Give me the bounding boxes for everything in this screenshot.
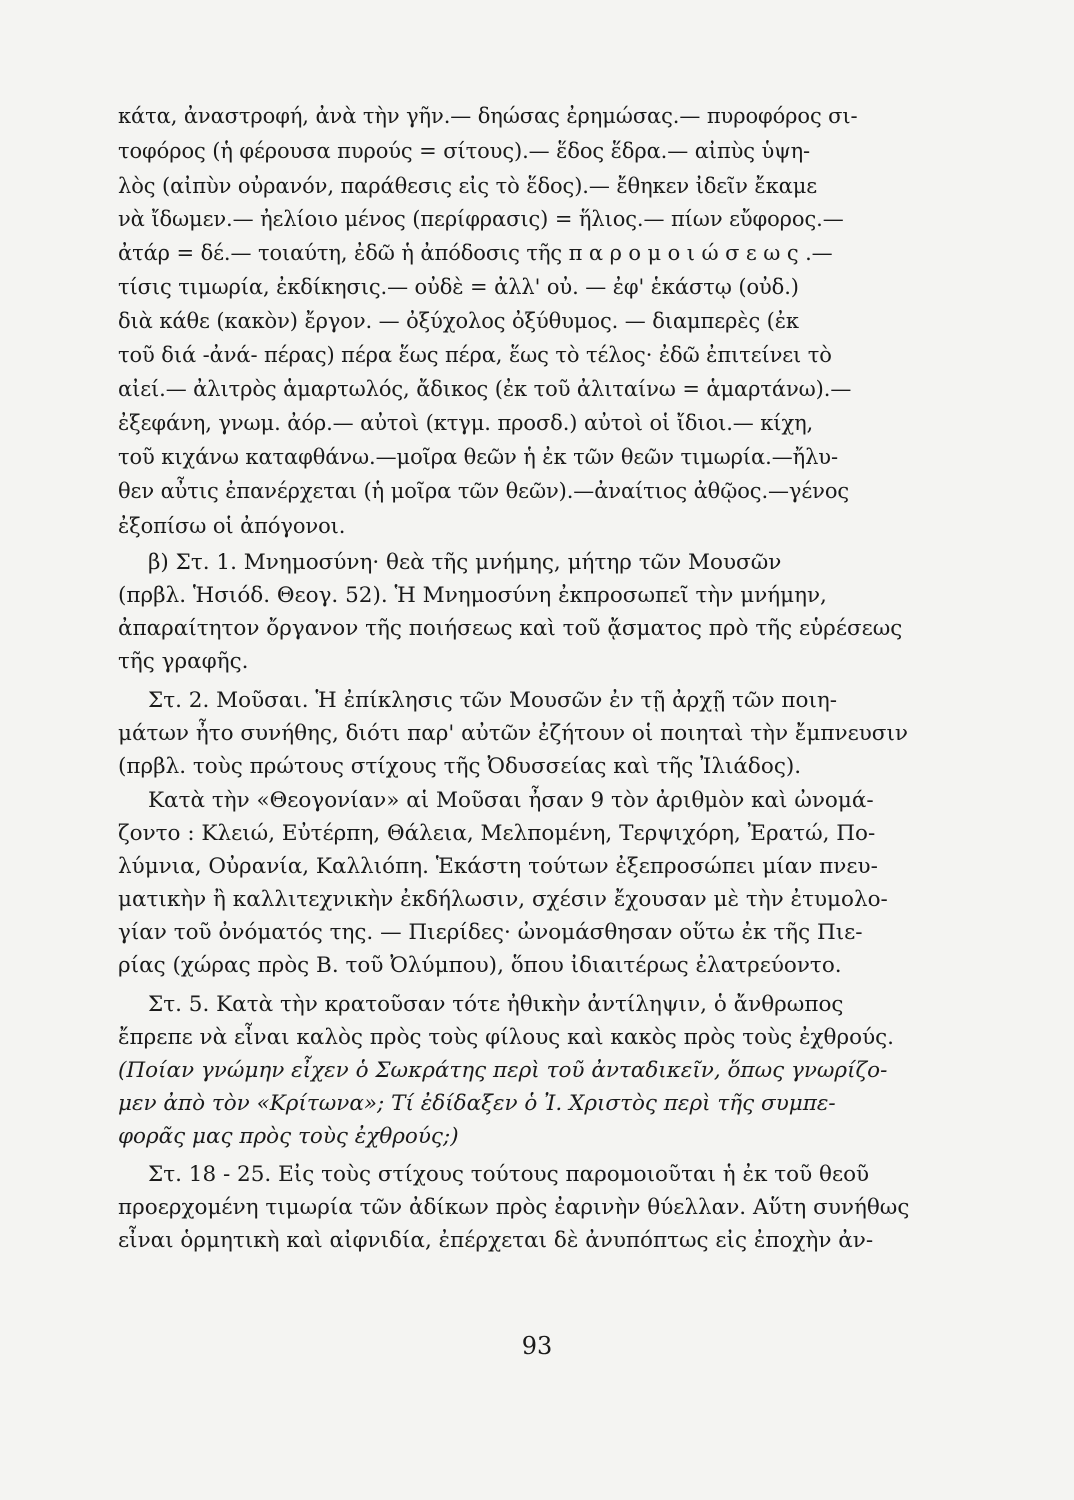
note-st18-line-1: Στ. 18 - 25. Εἰς τοὺς στίχους τούτους παρομοιοῦται ἡ ἐκ τοῦ θεοῦ: [148, 1162, 870, 1187]
note-st2-line-5: ζοντο : Κλειώ, Εὐτέρπη, Θάλεια, Μελπομένη, Τερψιχόρη, Ἐρατώ, Πο-: [118, 821, 876, 846]
note-st2-line-8: γίαν τοῦ ὀνόματός της. — Πιερίδες· ὠνομάσθησαν οὕτω ἐκ τῆς Πιε-: [118, 920, 863, 945]
note-st2-line-3: (πρβλ. τοὺς πρώτους στίχους τῆς Ὀδυσσείας καὶ τῆς Ἰλιάδος).: [118, 754, 802, 779]
gloss-line-9: αἰεί.— ἀλιτρὸς ἁμαρτωλός, ἄδικος (ἐκ τοῦ ἀλιταίνω = ἁμαρτάνω).—: [118, 377, 852, 401]
gloss-line-8: τοῦ διά -ἀνά- πέρας) πέρα ἕως πέρα, ἕως τὸ τέλος· ἐδῶ ἐπιτείνει τὸ: [118, 343, 832, 367]
note-st2-line-2: μάτων ἦτο συνήθης, διότι παρ' αὐτῶν ἐζήτουν οἱ ποιηταὶ τὴν ἔμπνευσιν: [118, 721, 908, 746]
note-st2-line-1: Στ. 2. Μοῦσαι. Ἡ ἐπίκλησις τῶν Μουσῶν ἐν τῇ ἀρχῇ τῶν ποιη-: [148, 688, 838, 713]
note-st5-line-2: ἔπρεπε νὰ εἶναι καλὸς πρὸς τοὺς φίλους καὶ κακὸς πρὸς τοὺς ἐχθρούς.: [118, 1025, 895, 1050]
note-st2-line-6: λύμνια, Οὐρανία, Καλλιόπη. Ἑκάστη τούτων ἐξεπροσώπει μίαν πνευ-: [118, 854, 878, 879]
note-b-line-1: β) Στ. 1. Μνημοσύνη· θεὰ τῆς μνήμης, μήτηρ τῶν Μουσῶν: [148, 550, 782, 575]
gloss-line-3: λὸς (αἰπὺν οὐρανόν, παράθεσις εἰς τὸ ἕδος).— ἔθηκεν ἰδεῖν ἔκαμε: [118, 174, 818, 198]
note-st5-line-3: (Ποίαν γνώμην εἶχεν ὁ Σωκράτης περὶ τοῦ ἀνταδικεῖν, ὅπως γνωρίζο-: [118, 1058, 888, 1083]
gloss-line-11: τοῦ κιχάνω καταφθάνω.—μοῖρα θεῶν ἡ ἐκ τῶν θεῶν τιμωρία.—ἤλυ-: [118, 445, 838, 469]
gloss-line-10: ἐξεφάνη, γνωμ. ἀόρ.— αὐτοὶ (κτγμ. προσδ.) αὐτοὶ οἱ ἴδιοι.— κίχη,: [118, 411, 814, 435]
gloss-line-12: θεν αὖτις ἐπανέρχεται (ἡ μοῖρα τῶν θεῶν).—ἀναίτιος ἀθῷος.—γένος: [118, 479, 850, 503]
note-st5-line-1: Στ. 5. Κατὰ τὴν κρατοῦσαν τότε ἠθικὴν ἀντίληψιν, ὁ ἄνθρωπος: [148, 992, 844, 1017]
note-b-line-3: ἀπαραίτητον ὄργανον τῆς ποιήσεως καὶ τοῦ ᾄσματος πρὸ τῆς εὑρέσεως: [118, 616, 903, 641]
note-st5-line-4: μεν ἀπὸ τὸν «Κρίτωνα»; Τί ἐδίδαξεν ὁ Ἰ. Χριστὸς περὶ τῆς συμπε-: [118, 1091, 836, 1116]
note-st18-line-3: εἶναι ὁρμητικὴ καὶ αἰφνιδία, ἐπέρχεται δὲ ἀνυπόπτως εἰς ἐποχὴν ἀν-: [118, 1228, 874, 1253]
gloss-line-6: τίσις τιμωρία, ἐκδίκησις.— οὐδὲ = ἀλλ' οὐ. — ἐφ' ἑκάστῳ (οὐδ.): [118, 275, 799, 299]
note-st5-line-5: φορᾶς μας πρὸς τοὺς ἐχθρούς;): [118, 1124, 459, 1149]
gloss-line-1: κάτα, ἀναστροφή, ἀνὰ τὴν γῆν.— δηώσας ἐρημώσας.— πυροφόρος σι-: [118, 104, 858, 128]
note-b-line-2: (πρβλ. Ἡσιόδ. Θεογ. 52). Ἡ Μνημοσύνη ἐκπροσωπεῖ τὴν μνήμην,: [118, 583, 827, 608]
note-b-line-4: τῆς γραφῆς.: [118, 649, 249, 674]
note-st18-line-2: προερχομένη τιμωρία τῶν ἀδίκων πρὸς ἐαρινὴν θύελλαν. Αὕτη συνήθως: [118, 1195, 910, 1220]
note-st2-line-9: ρίας (χώρας πρὸς Β. τοῦ Ὀλύμπου), ὅπου ἰδιαιτέρως ἐλατρεύοντο.: [118, 953, 842, 978]
note-st2-line-4: Κατὰ τὴν «Θεογονίαν» αἱ Μοῦσαι ἦσαν 9 τὸν ἀριθμὸν καὶ ὠνομά-: [148, 788, 874, 813]
gloss-line-13: ἐξοπίσω οἱ ἀπόγονοι.: [118, 514, 346, 538]
page-number: 93: [521, 1332, 553, 1360]
note-st2-line-7: ματικὴν ἢ καλλιτεχνικὴν ἐκδήλωσιν, σχέσιν ἔχουσαν μὲ τὴν ἐτυμολο-: [118, 887, 888, 912]
gloss-line-5: ἀτάρ = δέ.— τοιαύτη, ἐδῶ ἡ ἀπόδοσις τῆς π α ρ ο μ ο ι ώ σ ε ω ς .—: [118, 241, 833, 265]
gloss-line-2: τοφόρος (ἡ φέρουσα πυρούς = σίτους).— ἕδος ἕδρα.— αἰπὺς ὑψη-: [118, 139, 811, 163]
gloss-line-7: διὰ κάθε (κακὸν) ἔργον. — ὀξύχολος ὀξύθυμος. — διαμπερὲς (ἐκ: [118, 309, 799, 333]
gloss-line-4: νὰ ἴδωμεν.— ἠελίοιο μένος (περίφρασις) = ἥλιος.— πίων εὔφορος.—: [118, 207, 844, 231]
